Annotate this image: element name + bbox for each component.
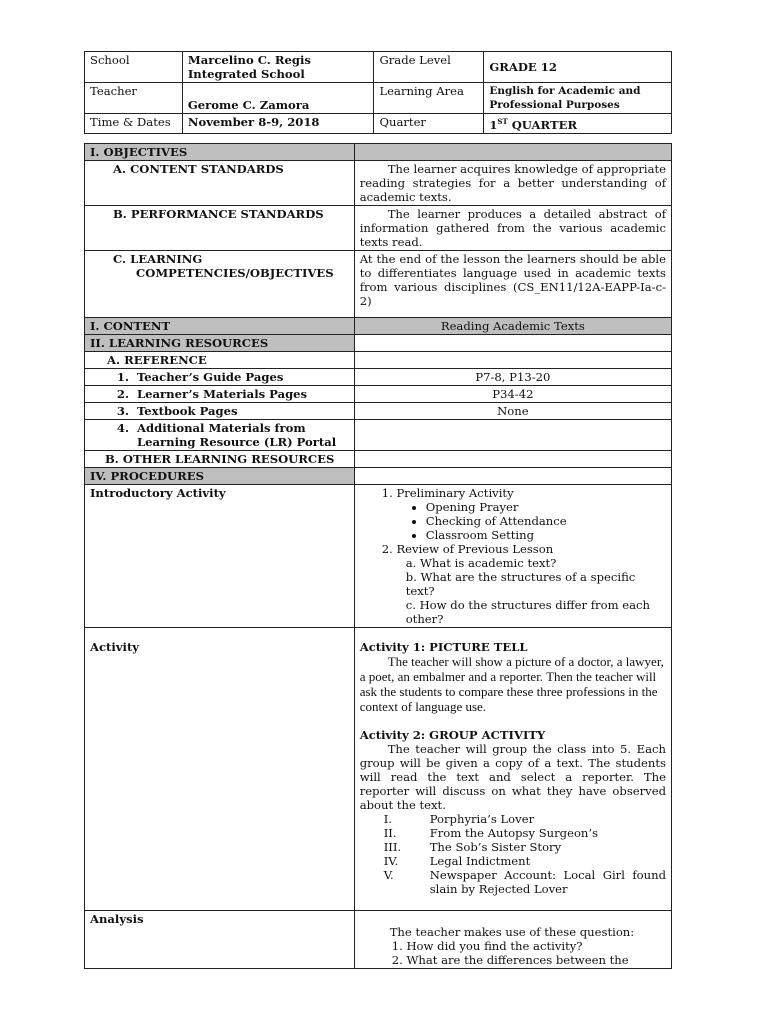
list-item: • Classroom Setting (426, 528, 666, 542)
lesson-plan-table (84, 143, 672, 969)
resource-item-value: None (354, 403, 671, 420)
intro-activity-content: 1. Preliminary Activity • Opening Prayer • Checking of Attendance • Classroom Setting 2. Review of Previous Lesson a. What is academic text? b. What are the structures of a specific text? c. How do the structures differ from each other? (354, 485, 671, 628)
activity-1-title: Activity 1: PICTURE TELL (359, 640, 528, 654)
activity-2-text: The teacher will group the class into 5. Each group will be given a copy of a text. The students will read the text and select a reporter. The reporter will discuss on what they have observed about the text. (359, 742, 666, 812)
quarter-value: 1ST QUARTER (484, 114, 672, 134)
analysis-label: Analysis (85, 911, 355, 969)
time-value: November 8-9, 2018 (182, 114, 374, 134)
procedures-heading: IV. PROCEDURES (85, 468, 355, 485)
list-item: V. Newspaper Account: Local Girl found slain by Rejected Lover (383, 868, 666, 896)
competencies-label: C. LEARNING COMPETENCIES/OBJECTIVES (85, 251, 355, 318)
school-label: School (85, 52, 183, 83)
intro-bullet-list (360, 500, 666, 542)
area-value: English for Academic and Professional Purposes (484, 83, 672, 114)
performance-standards-text: The learner produces a detailed abstract of information gathered from the various academic texts read. (354, 206, 671, 251)
area-label: Learning Area (374, 83, 484, 114)
analysis-content: The teacher makes use of these question: 1. How did you find the activity? 2. What are the differences between the (354, 911, 671, 969)
list-item: • Checking of Attendance (426, 514, 666, 528)
list-item: III. The Sob’s Sister Story (383, 840, 562, 854)
additional-materials-label: 4. Additional Materials from Learning Resource (LR) Portal (85, 420, 355, 451)
grade-value: GRADE 12 (484, 52, 672, 83)
additional-materials-blank (354, 420, 671, 451)
content-value: Reading Academic Texts (354, 318, 671, 335)
competencies-text: At the end of the lesson the learners should be able to differentiates language used in academic texts from various disciplines (CS_EN11/12A-EAPP-Ia-c-2) (354, 251, 671, 318)
time-label: Time & Dates (85, 114, 183, 134)
quarter-label: Quarter (374, 114, 484, 134)
objectives-heading: I. OBJECTIVES (85, 144, 355, 161)
header-table (84, 51, 672, 134)
procedures-heading-blank (354, 468, 671, 485)
grade-label: Grade Level (374, 52, 484, 83)
performance-standards-label: B. PERFORMANCE STANDARDS (85, 206, 355, 251)
resource-item-label: 3. Textbook Pages (85, 403, 355, 420)
reference-label: A. REFERENCE (85, 352, 355, 369)
activity-content (354, 628, 671, 911)
reference-blank (354, 352, 671, 369)
other-resources-blank (354, 451, 671, 468)
school-value: Marcelino C. Regis Integrated School (182, 52, 374, 83)
other-resources-label: B. OTHER LEARNING RESOURCES (85, 451, 355, 468)
list-item: II. From the Autopsy Surgeon’s (383, 826, 599, 840)
list-item: IV. Legal Indictment (383, 854, 531, 868)
content-standards-text: The learner acquires knowledge of appropriate reading strategies for a better understanding of academic texts. (354, 161, 671, 206)
list-item: I. Porphyria’s Lover (383, 812, 535, 826)
objectives-heading-blank (354, 144, 671, 161)
resource-item-value: P34-42 (354, 386, 671, 403)
activity-2-title: Activity 2: GROUP ACTIVITY (359, 728, 546, 742)
resources-heading-blank (354, 335, 671, 352)
resource-item-label: 1. Teacher’s Guide Pages (85, 369, 355, 386)
content-standards-label: A. CONTENT STANDARDS (85, 161, 355, 206)
activity-label: Activity (85, 628, 355, 911)
teacher-label: Teacher (85, 83, 183, 114)
content-heading: I. CONTENT (85, 318, 355, 335)
teacher-value: Gerome C. Zamora (182, 83, 374, 114)
intro-activity-label: Introductory Activity (85, 485, 355, 628)
resource-item-label: 2. Learner’s Materials Pages (85, 386, 355, 403)
activity-1-text: The teacher will show a picture of a doctor, a lawyer, a poet, an embalmer and a reporter. Then the teacher will ask the students to compare these three professions in the context of language use. (359, 654, 664, 714)
resources-heading: II. LEARNING RESOURCES (85, 335, 355, 352)
resource-item-value: P7-8, P13-20 (354, 369, 671, 386)
list-item: • Opening Prayer (426, 500, 666, 514)
